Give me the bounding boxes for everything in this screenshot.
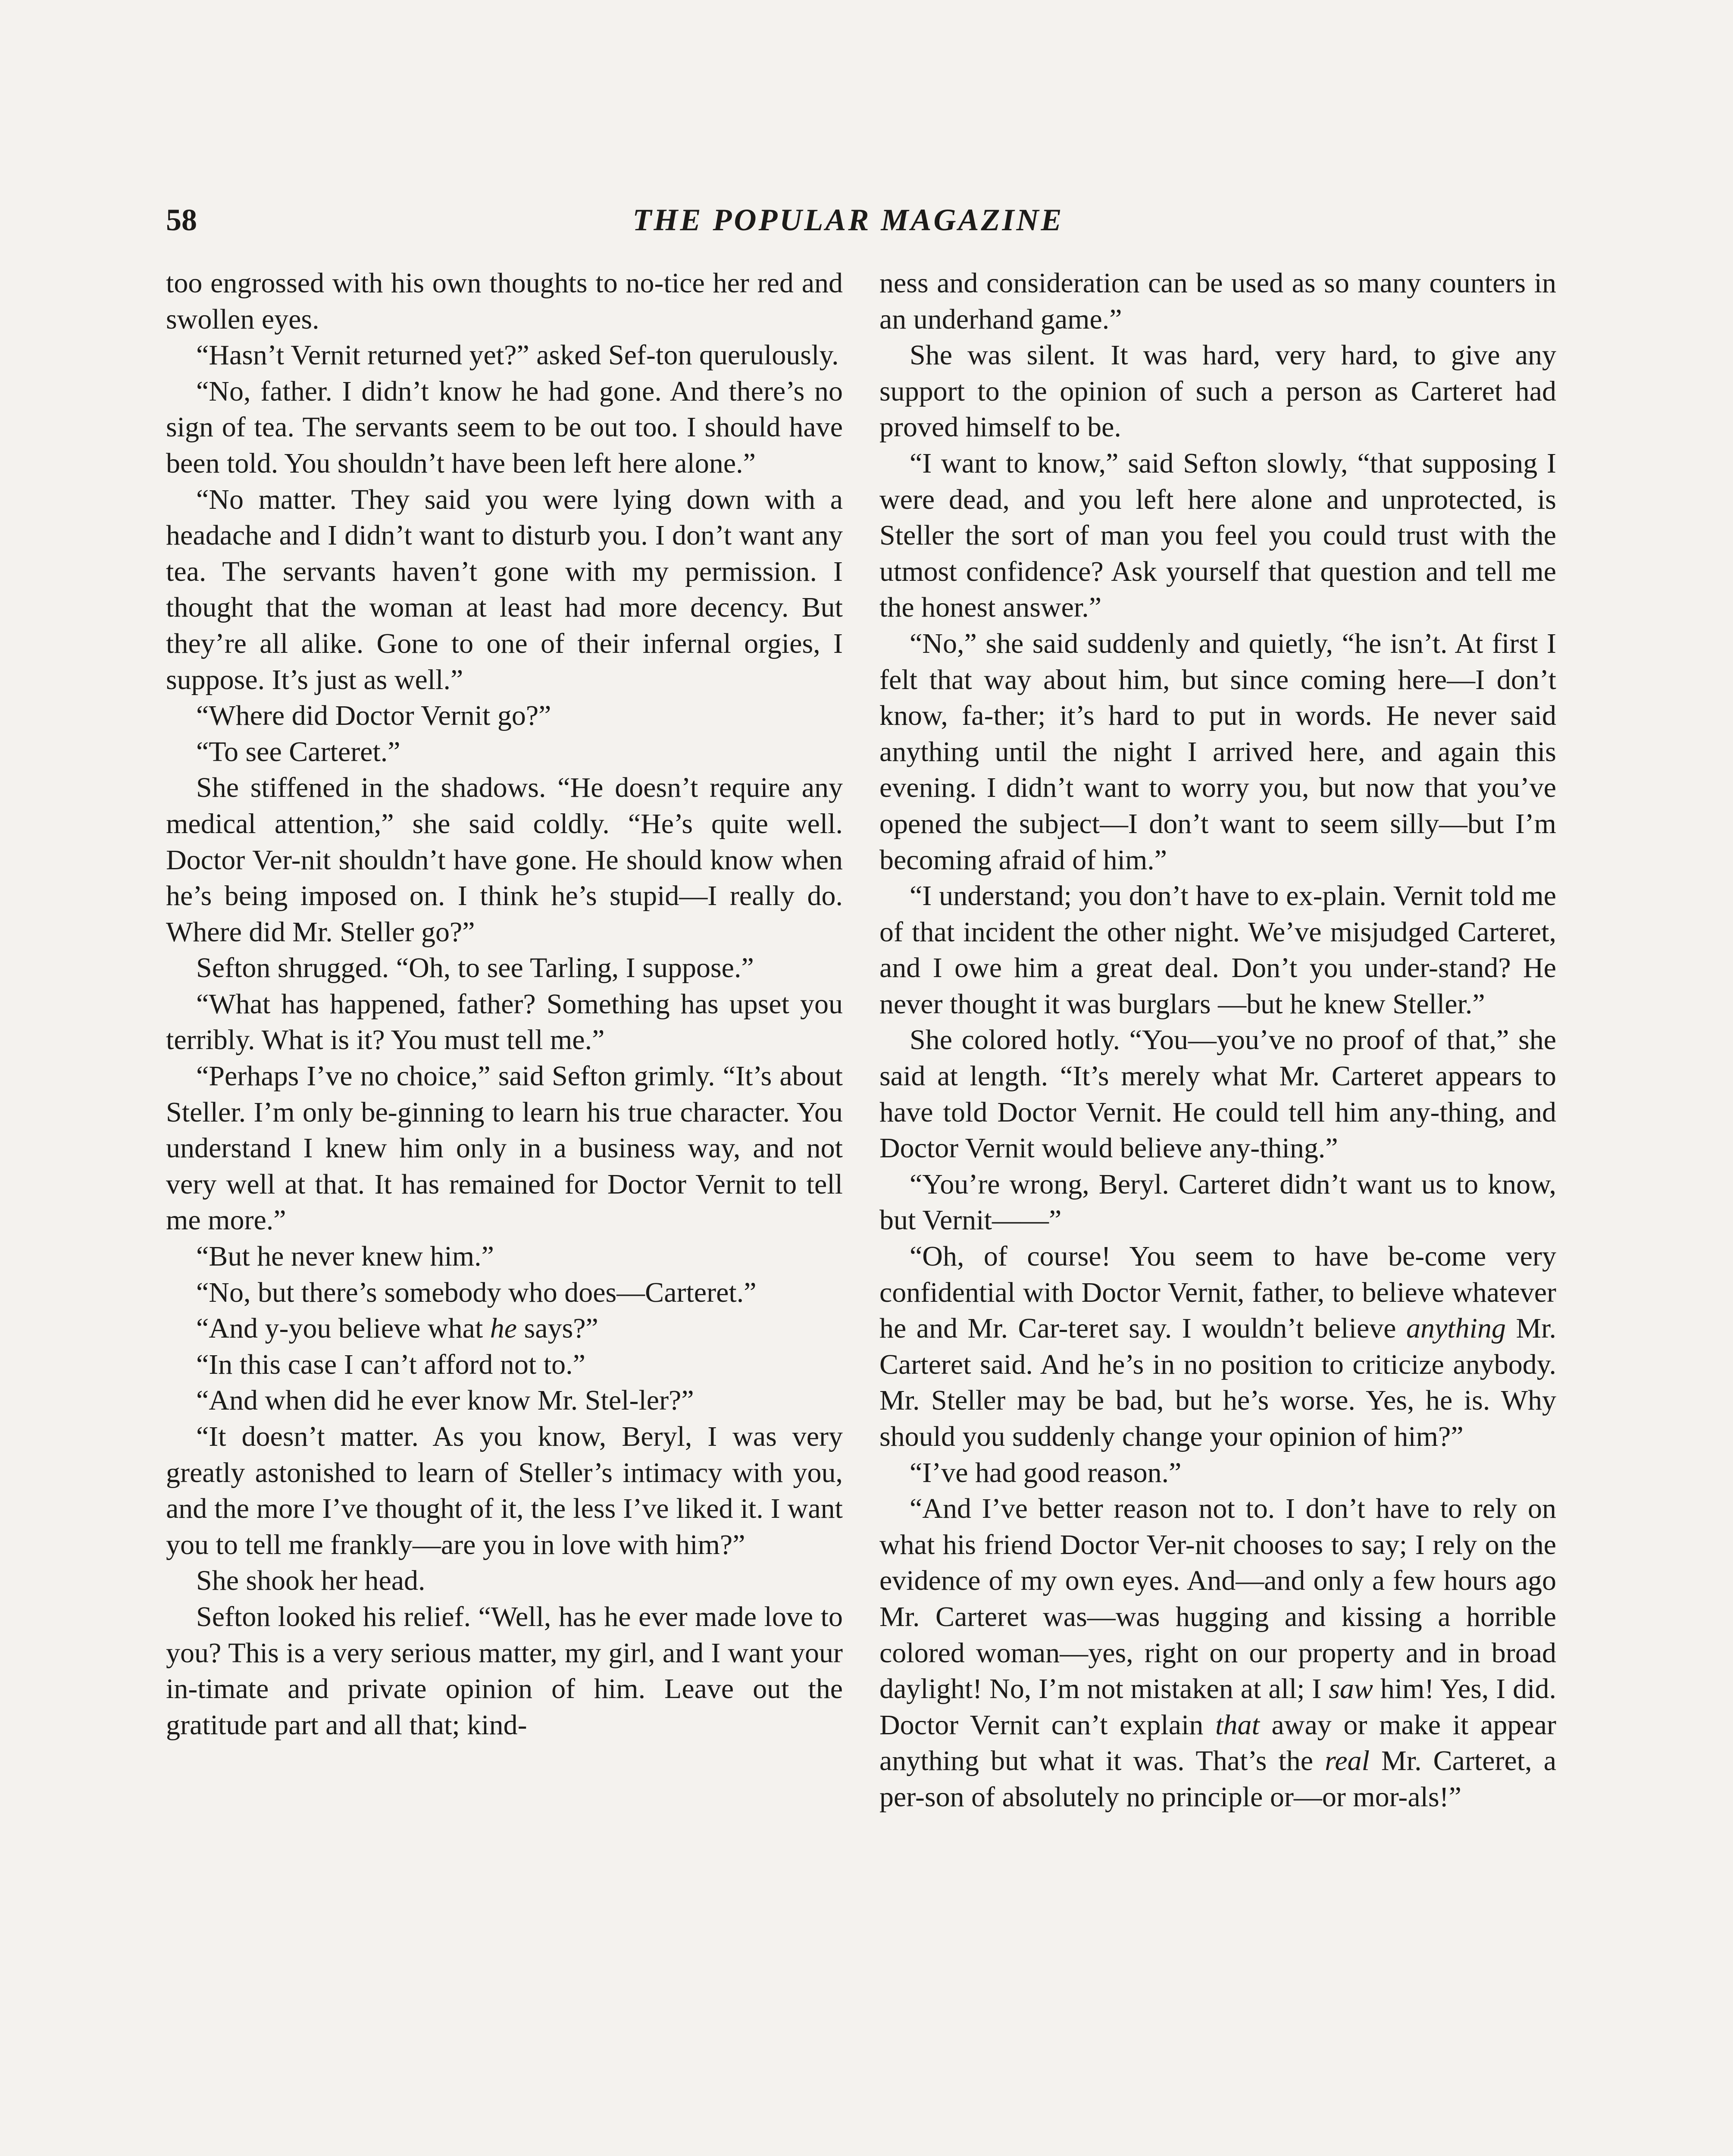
paragraph: “I want to know,” said Sefton slowly, “that supposing I were dead, and you left here alone and unprotected, is Steller the sort of man you feel you could trust with the utmost confidence? Ask yourself that question and tell me the honest answer.”: [879, 447, 1556, 624]
running-title: THE POPULAR MAGAZINE: [632, 203, 1064, 237]
paragraph: “Perhaps I’ve no choice,” said Sefton grimly. “It’s about Steller. I’m only be-ginning to learn his true character. You understand I knew him only in a business way, and not very well at that. It has remained for Doctor Vernit to tell me more.”: [166, 1060, 843, 1236]
paragraph: She was silent. It was hard, very hard, to give any support to the opinion of such a person as Carteret had proved himself to be.: [879, 339, 1556, 443]
paragraph: “Hasn’t Vernit returned yet?” asked Sef-ton querulously.: [196, 339, 839, 371]
left-text-column: [166, 265, 843, 1743]
paragraph: “I understand; you don’t have to ex-plain. Vernit told me of that incident the other night. We’ve misjudged Carteret, and I owe him a great deal. Don’t you under-stand? He never thought it was burglars —but he knew Steller.”: [879, 880, 1556, 1020]
paragraph: “What has happened, father? Something has upset you terribly. What is it? You must tell me.”: [166, 988, 843, 1056]
paragraph: “I’ve had good reason.”: [910, 1457, 1182, 1489]
paragraph: “In this case I can’t afford not to.”: [196, 1348, 585, 1380]
paragraph: She shook her head.: [196, 1565, 425, 1597]
paragraph: “Oh, of course! You seem to have be-come very confidential with Doctor Vernit, father, to believe whatever he and Mr. Car-teret say. I wouldn’t believe anything Mr. Carteret said. And he’s in no position to criticize anybody. Mr. Steller may be bad, but he’s worse. Yes, he is. Why should you suddenly change your opinion of him?”: [879, 1241, 1556, 1452]
paragraph: She stiffened in the shadows. “He doesn’t require any medical attention,” she said coldly. “He’s quite well. Doctor Ver-nit shouldn’t have gone. He should know when he’s being imposed on. I think he’s stupid—I really do. Where did Mr. Steller go?”: [166, 772, 843, 948]
paragraph: “To see Carteret.”: [196, 736, 400, 768]
paragraph: “And when did he ever know Mr. Stel-ler?”: [196, 1385, 694, 1416]
paragraph: “No,” she said suddenly and quietly, “he isn’t. At first I felt that way about him, but since coming here—I don’t know, fa-ther; it’s hard to put in words. He never said anything until the night I arrived here, and again this evening. I didn’t want to worry you, but now that you’ve opened the subject—I don’t want to seem silly—but I’m becoming afraid of him.”: [879, 627, 1556, 876]
page-number: 58: [166, 203, 197, 237]
paragraph: ness and consideration can be used as so many counters in an underhand game.”: [879, 267, 1556, 335]
page-header: [166, 194, 1530, 246]
paragraph: She colored hotly. “You—you’ve no proof of that,” she said at length. “It’s merely what Mr. Carteret appears to have told Doctor Vernit. He could tell him any-thing, and Doctor Vernit would believe any-thing.”: [879, 1024, 1556, 1164]
right-text-column: [879, 265, 1556, 1815]
paragraph: “Where did Doctor Vernit go?”: [196, 700, 551, 732]
paragraph: “No, father. I didn’t know he had gone. And there’s no sign of tea. The servants seem to be out too. I should have been told. You shouldn’t have been left here alone.”: [166, 375, 843, 479]
paragraph: “And y-you believe what he says?”: [196, 1313, 598, 1344]
paragraph: too engrossed with his own thoughts to no-tice her red and swollen eyes.: [166, 267, 843, 335]
paragraph: “No, but there’s somebody who does—Carteret.”: [196, 1276, 757, 1308]
paragraph: Sefton looked his relief. “Well, has he ever made love to you? This is a very serious matter, my girl, and I want your in-timate and private opinion of him. Leave out the gratitude part and all that; kind-: [166, 1601, 843, 1741]
paragraph: “No matter. They said you were lying down with a headache and I didn’t want to disturb you. I don’t want any tea. The servants haven’t gone with my permission. I thought that the woman at least had more decency. But they’re all alike. Gone to one of their infernal orgies, I suppose. It’s just as well.”: [166, 483, 843, 696]
paragraph: “You’re wrong, Beryl. Carteret didn’t want us to know, but Vernit——”: [879, 1168, 1556, 1236]
paragraph: “But he never knew him.”: [196, 1241, 494, 1272]
paragraph: “It doesn’t matter. As you know, Beryl, I was very greatly astonished to learn of Steller’s intimacy with you, and the more I’ve thought of it, the less I’ve liked it. I want you to tell me frankly—are you in love with him?”: [166, 1421, 843, 1561]
paragraph: Sefton shrugged. “Oh, to see Tarling, I suppose.”: [196, 952, 754, 984]
paragraph: “And I’ve better reason not to. I don’t have to rely on what his friend Doctor Ver-nit chooses to say; I rely on the evidence of my own eyes. And—and only a few hours ago Mr. Carteret was—was hugging and kissing a horrible colored woman—yes, right on our property and in broad daylight! No, I’m not mistaken at all; I saw him! Yes, I did. Doctor Vernit can’t explain that away or make it appear anything but what it was. That’s the real Mr. Carteret, a per-son of absolutely no principle or—or mor-als!”: [879, 1493, 1556, 1813]
